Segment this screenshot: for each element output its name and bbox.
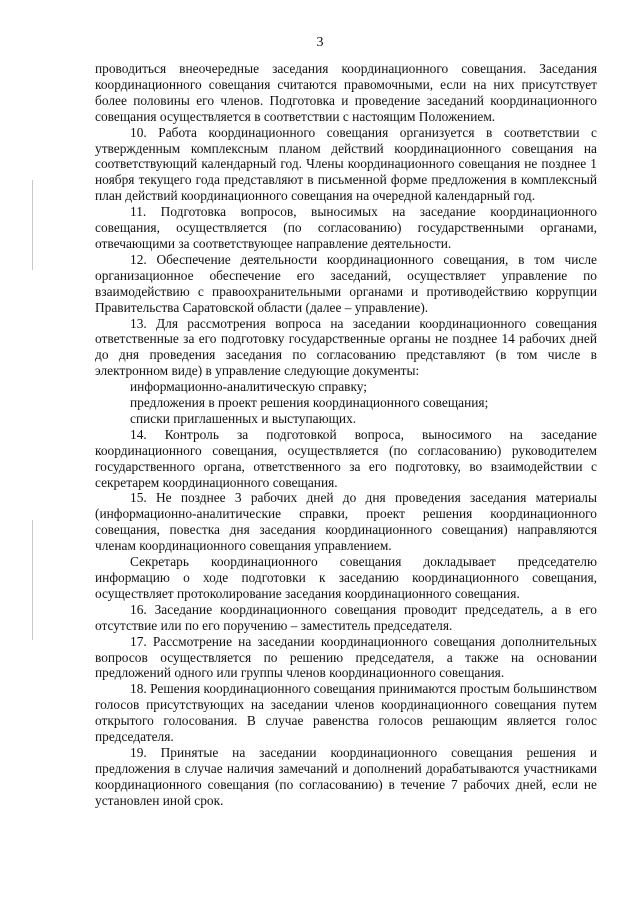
document-list-item: списки приглашенных и выступающих. bbox=[130, 410, 357, 426]
page-number: 3 bbox=[316, 35, 324, 50]
scan-edge-mark bbox=[32, 180, 33, 270]
paragraph-12: 12. Обеспечение деятельности координационного совещания, в том числе организационное обеспечение его заседаний, осуществляет управление по взаимодействию с правоохранительными органами и противодействию коррупции Правительства Саратовской области (далее – управление). bbox=[95, 251, 597, 315]
paragraph-14: 14. Контроль за подготовкой вопроса, выносимого на заседание координационного совещания, осуществляется (по согласованию) руководителем государственного органа, ответственного за его подготовку, во взаимодействии с секретарем координационного совещания. bbox=[95, 426, 597, 490]
paragraph-17: 17. Рассмотрение на заседании координационного совещания дополнительных вопросов осуществляется по решению председателя, а также на основании предложений одного или группы членов координационного совещания. bbox=[95, 633, 597, 681]
document-body bbox=[95, 61, 597, 809]
document-list-item: информационно-аналитическую справку; bbox=[130, 379, 368, 395]
paragraph-continuation: проводиться внеочередные заседания координационного совещания. Заседания координационного совещания считаются правомочными, если на них присутствует более половины его членов. Подготовка и проведение заседаний координационного совещания осуществляется в соответствии с настоящим Положением. bbox=[95, 61, 597, 124]
paragraph-16: 16. Заседание координационного совещания проводит председатель, а в его отсутствие или по его поручению – заместитель председателя. bbox=[95, 601, 597, 633]
paragraph-secretary: Секретарь координационного совещания докладывает председателю информацию о ходе подготовки к заседанию координационного совещания, осуществляет протоколирование заседания координационного совещания. bbox=[95, 554, 597, 601]
paragraph-11: 11. Подготовка вопросов, выносимых на заседание координационного совещания, осуществляется (по согласованию) государственными органами, отвечающими за соответствующее направление деятельности. bbox=[95, 204, 597, 251]
paragraph-15: 15. Не позднее 3 рабочих дней до дня проведения заседания материалы (информационно-аналитические справки, проект решения координационного совещания, повестка дня заседания координационного совещания) направляются членам координационного совещания управлением. bbox=[95, 490, 597, 554]
scan-edge-mark bbox=[32, 520, 33, 640]
document-list-item: предложения в проект решения координационного совещания; bbox=[130, 395, 489, 411]
paragraph-10: 10. Работа координационного совещания организуется в соответствии с утвержденным комплексным планом действий координационного совещания на соответствующий календарный год. Члены координационного совещания не позднее 1 ноября текущего года представляют в письменной форме предложения в комплексный план действий координационного совещания на очередной календарный год. bbox=[95, 124, 597, 204]
paragraph-13: 13. Для рассмотрения вопроса на заседании координационного совещания ответственные за его подготовку государственные органы не позднее 14 рабочих дней до дня проведения заседания по согласованию представляют (в том числе в электронном виде) в управление следующие документы: bbox=[95, 315, 597, 379]
paragraph-19: 19. Принятые на заседании координационного совещания решения и предложения в случае наличия замечаний и дополнений дорабатываются участниками координационного совещания (по согласованию) в течение 7 рабочих дней, если не установлен иной срок. bbox=[95, 744, 597, 808]
paragraph-18: 18. Решения координационного совещания принимаются простым большинством голосов присутствующих на заседании членов координационного совещания путем открытого голосования. В случае равенства голосов решающим является голос председателя. bbox=[95, 681, 597, 745]
